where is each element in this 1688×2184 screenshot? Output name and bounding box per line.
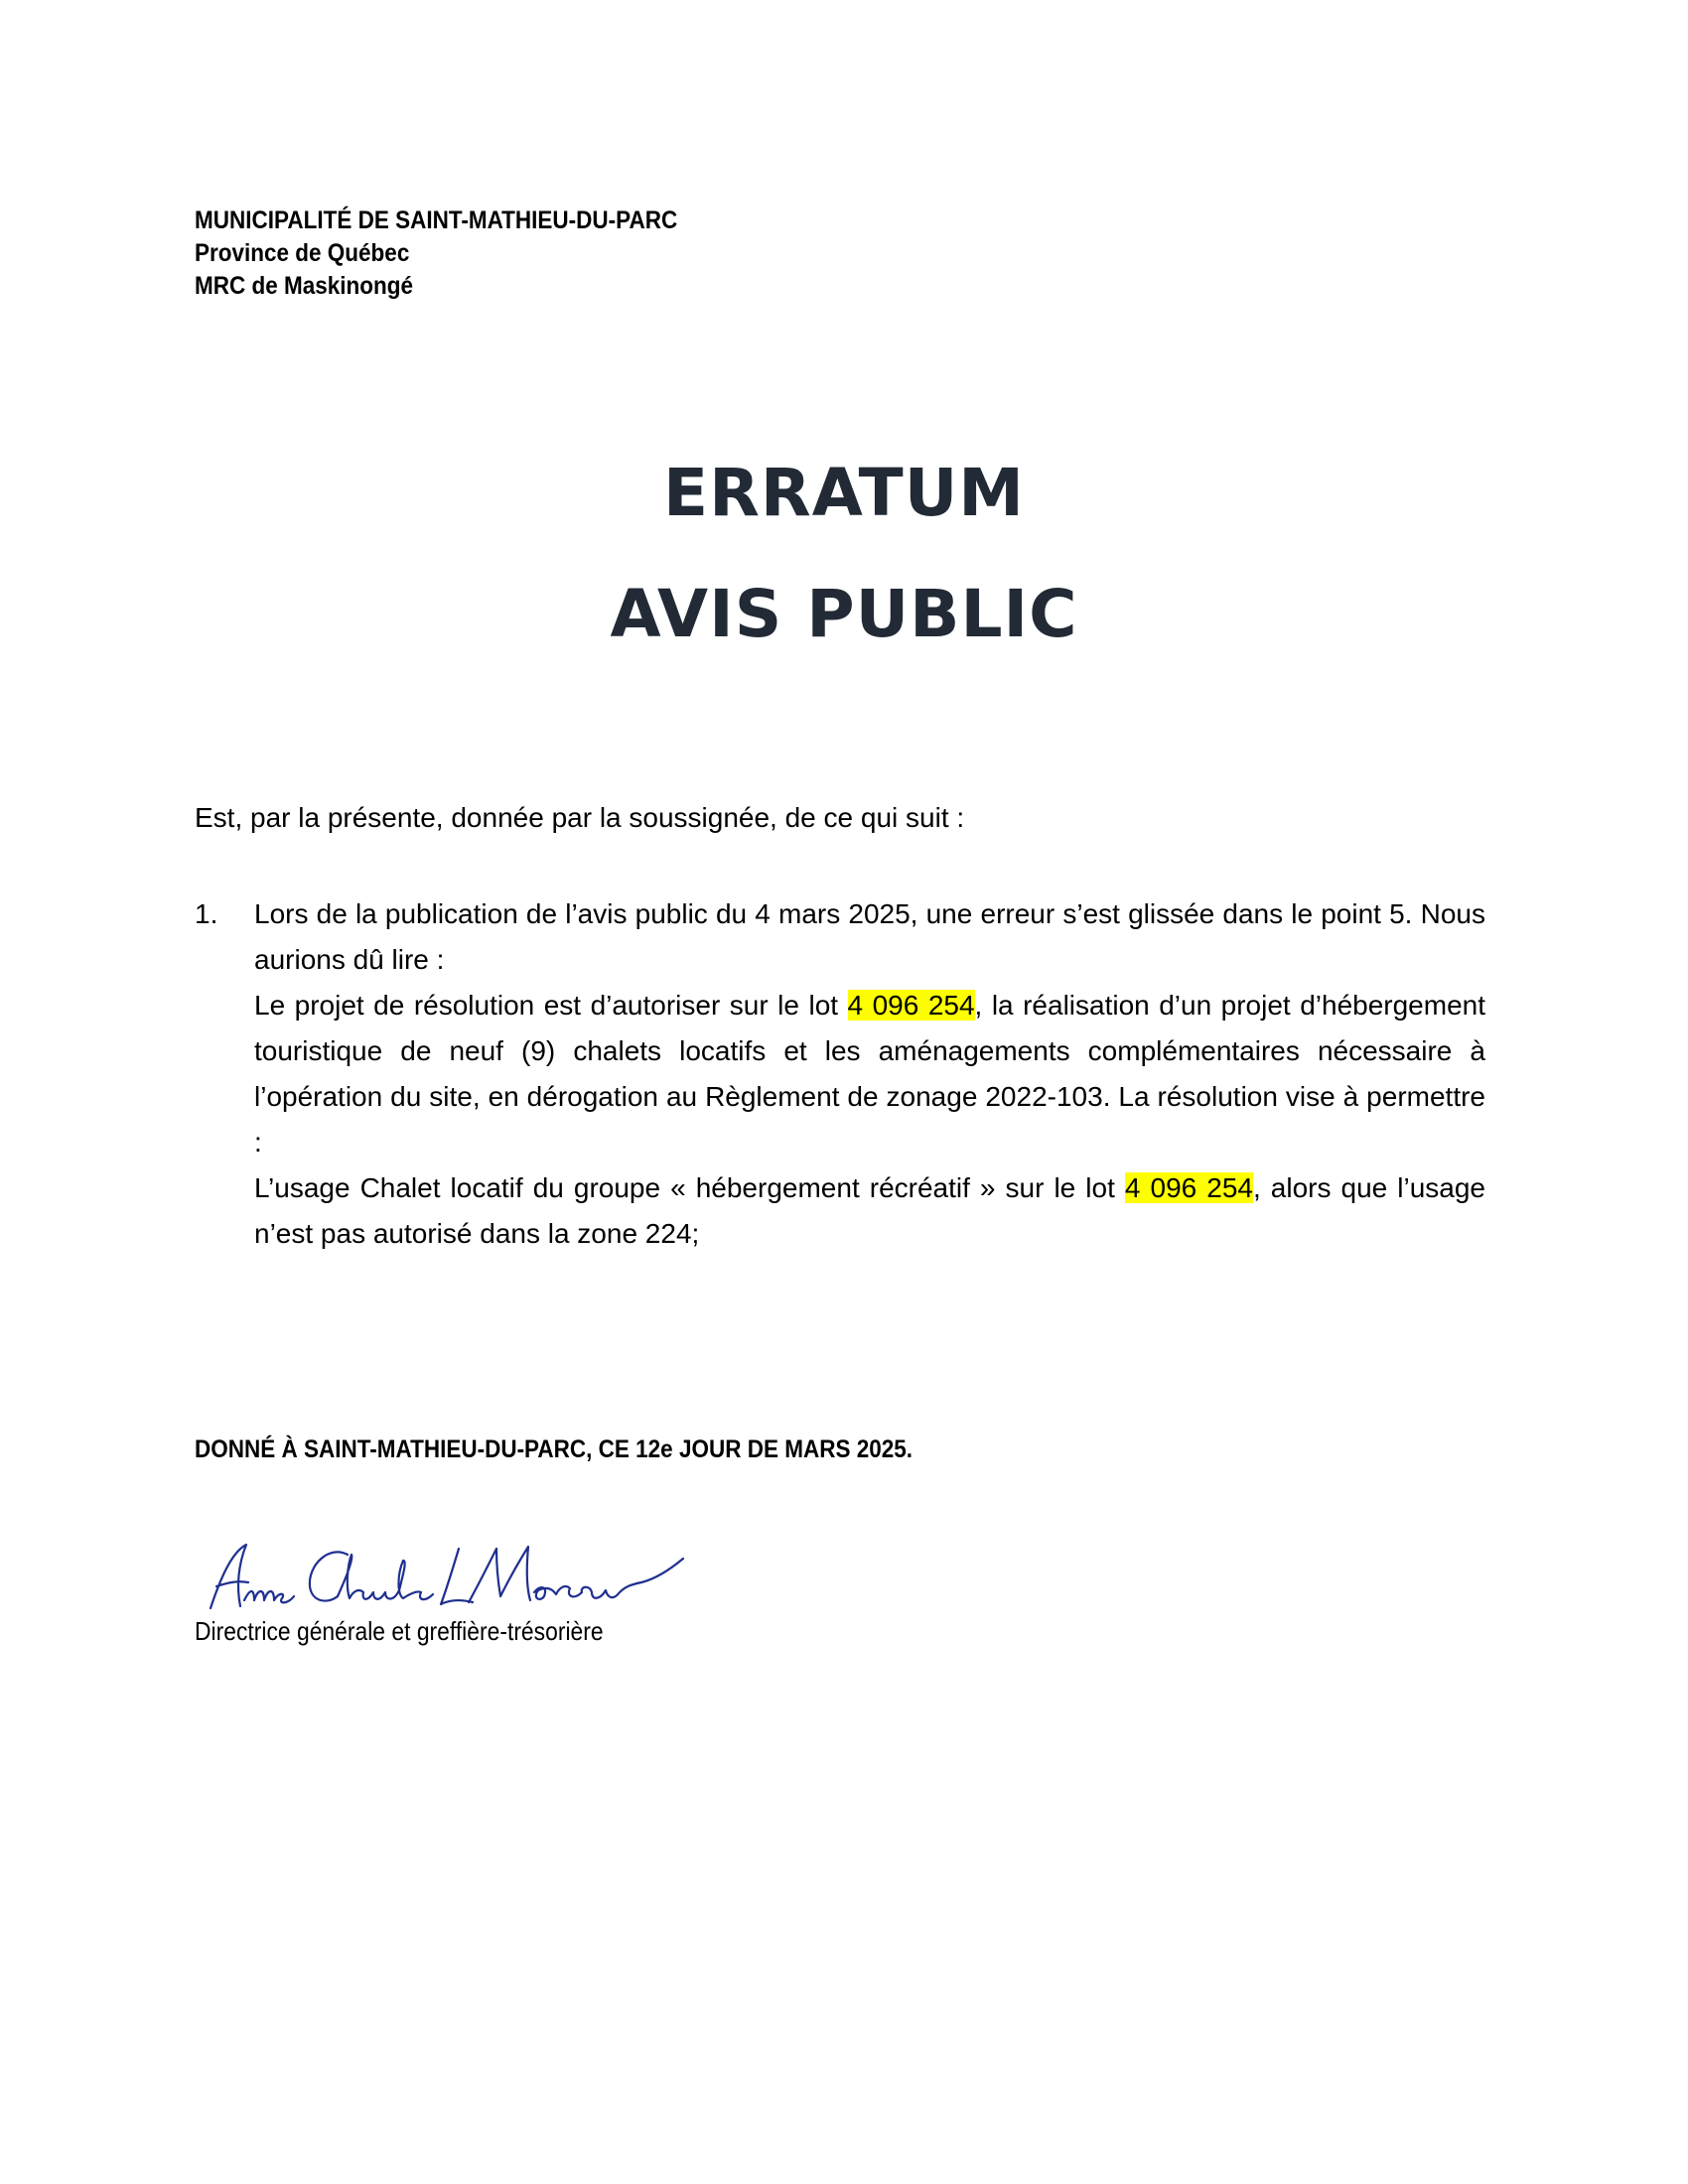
item-paragraph-2	[254, 983, 1485, 1165]
highlighted-lot-number: 4 096 254	[847, 990, 975, 1021]
paragraph-3-text-end: , alors que l’usage n’est pas autorisé dans la zone 224;	[254, 1172, 1485, 1249]
paragraph-3-text-start: L’usage Chalet locatif du groupe « hébergement récréatif » sur le lot	[254, 1172, 1125, 1203]
public-notice-title: AVIS PUBLIC	[610, 576, 1078, 652]
item-paragraph-1: Lors de la publication de l’avis public du 4 mars 2025, une erreur s’est glissée dans le point 5. Nous aurions dû lire :	[254, 898, 1485, 975]
province-name: Province de Québec	[195, 239, 410, 267]
municipality-name: MUNICIPALITÉ DE SAINT-MATHIEU-DU-PARC	[195, 206, 678, 234]
item-paragraph-3	[254, 1165, 1485, 1257]
municipality-header	[195, 205, 999, 303]
item-number: 1.	[195, 898, 218, 929]
highlighted-lot-number: 4 096 254	[1124, 1172, 1253, 1203]
signatory-title: Directrice générale et greffière-trésorière	[195, 1616, 604, 1646]
mrc-name: MRC de Maskinongé	[195, 272, 414, 300]
given-at-statement: DONNÉ À SAINT-MATHIEU-DU-PARC, CE 12e JOUR DE MARS 2025.	[195, 1435, 914, 1463]
erratum-title: ERRATUM	[663, 455, 1025, 531]
paragraph-2-text-end: , la réalisation d’un projet d’hébergement touristique de neuf (9) chalets locatifs et les aménagements complémentaires nécessaire à l’opération du site, en dérogation au Règlement de zonage 2022-103. La résolution vise à permettre :	[254, 990, 1485, 1158]
intro-text: Est, par la présente, donnée par la soussignée, de ce qui suit :	[195, 802, 965, 833]
paragraph-2-text-start: Le projet de résolution est d’autoriser sur le lot	[254, 990, 848, 1021]
item-body	[254, 891, 1485, 1257]
